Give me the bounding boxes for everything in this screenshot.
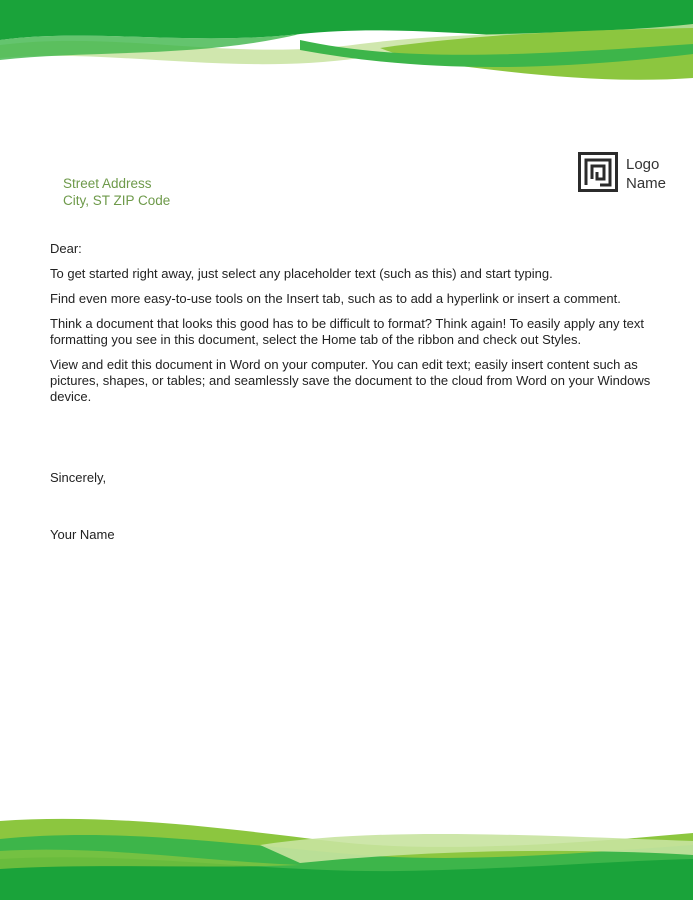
salutation[interactable]: Dear: <box>50 241 82 256</box>
body-paragraph-4[interactable]: View and edit this document in Word on your computer. You can edit text; easily insert content such as pictures, shapes, or tables; and seamlessly save the document to the cloud from Word on your Windows device. <box>50 357 651 404</box>
footer-wave-banner <box>0 815 693 900</box>
closing[interactable]: Sincerely, <box>50 470 107 485</box>
return-address <box>63 175 170 209</box>
body-paragraph-3[interactable]: Think a document that looks this good has to be difficult to format? Think again! To easily apply any text formatting you see in this document, select the Home tab of the ribbon and check out Styles. <box>50 316 645 347</box>
body-paragraph-1[interactable]: To get started right away, just select any placeholder text (such as this) and start typing. <box>50 266 553 281</box>
signature-name[interactable]: Your Name <box>50 527 115 542</box>
body-paragraph-2[interactable]: Find even more easy-to-use tools on the Insert tab, such as to add a hyperlink or insert a comment. <box>50 291 621 306</box>
letter-body[interactable] <box>50 241 660 414</box>
header-wave-banner <box>0 0 693 90</box>
logo-name <box>626 155 666 193</box>
street-address[interactable]: Street Address <box>63 176 152 191</box>
maze-logo-icon <box>578 152 618 192</box>
city-state-zip[interactable]: City, ST ZIP Code <box>63 193 171 208</box>
logo-line-2: Name <box>626 175 667 192</box>
logo-line-1: Logo <box>626 156 660 173</box>
logo-block[interactable] <box>578 152 666 193</box>
